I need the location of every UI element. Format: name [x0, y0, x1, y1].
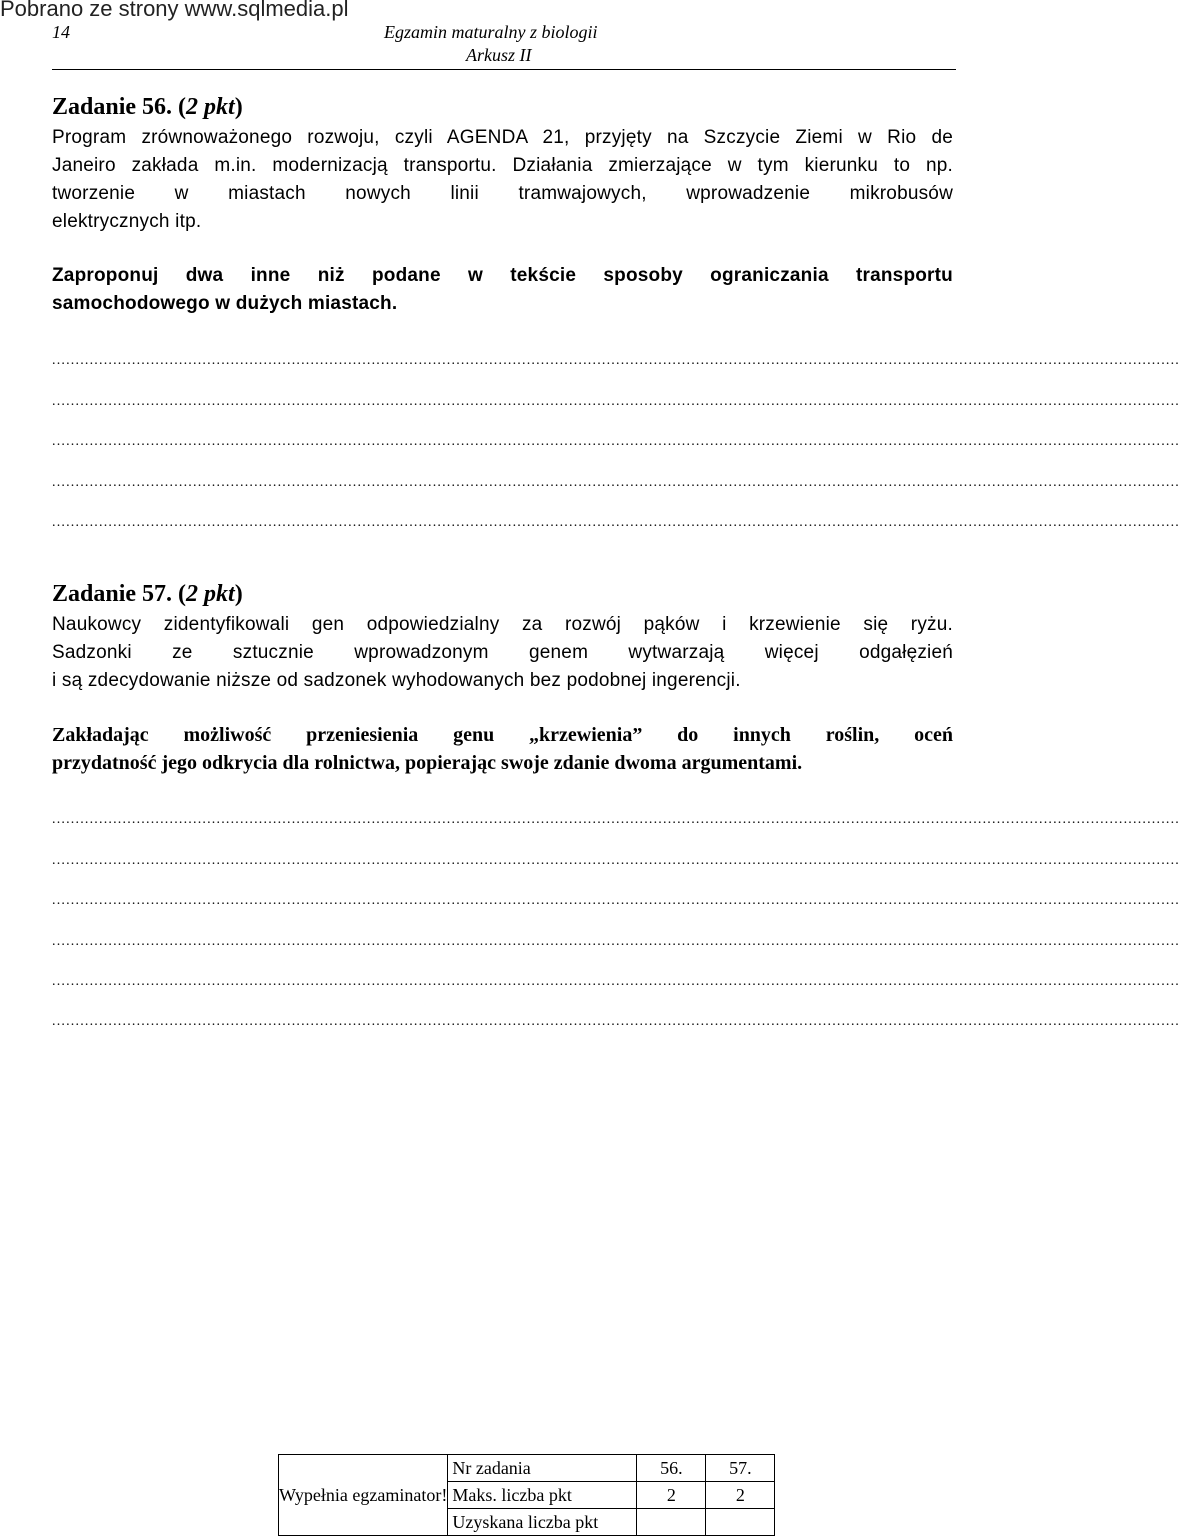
earned-points-label: Uzyskana liczba pkt — [448, 1509, 637, 1536]
task-56-instruction — [52, 262, 953, 318]
task-57-points: 2 pkt — [186, 581, 235, 607]
task-56-body-line: Program zrównoważonego rozwoju, czyli AGENDA 21, przyjęty na Szczycie Ziemi w Rio de — [52, 127, 953, 148]
score-table — [278, 1454, 775, 1536]
task-57-title: Zadanie 57. (2 pkt) — [52, 581, 243, 607]
task-56-body — [52, 124, 953, 236]
answer-line[interactable]: ................................................................................................................................................................................................................................................ — [52, 434, 1180, 449]
task-56-body-line: Janeiro zakłada m.in. modernizacją transportu. Działania zmierzające w tym kierunku to np. — [52, 155, 953, 176]
max-points-label: Maks. liczba pkt — [448, 1482, 637, 1509]
answer-line[interactable]: ................................................................................................................................................................................................................................................ — [52, 475, 1180, 490]
task-56-instruction-line: samochodowego w dużych miastach. — [52, 293, 398, 314]
answer-line[interactable]: ................................................................................................................................................................................................................................................ — [52, 934, 1180, 949]
task-56-body-line: elektrycznych itp. — [52, 211, 202, 232]
examiner-note: Wypełnia egzaminator! — [279, 1455, 448, 1536]
answer-line[interactable]: ................................................................................................................................................................................................................................................ — [52, 1014, 1180, 1029]
answer-line[interactable]: ................................................................................................................................................................................................................................................ — [52, 394, 1180, 409]
max-points-cell: 2 — [637, 1482, 706, 1509]
page-number: 14 — [52, 22, 70, 42]
task-57-instruction-line: przydatność jego odkrycia dla rolnictwa, popierając swoje zdanie dwoma argumentami. — [52, 752, 803, 774]
task-57-body-line: Sadzonki ze sztucznie wprowadzonym genem wytwarzają więcej odgałęzień — [52, 642, 953, 663]
answer-line[interactable]: ................................................................................................................................................................................................................................................ — [52, 515, 1180, 530]
task-57-body-line: Naukowcy zidentyfikowali gen odpowiedzialny za rozwój pąków i krzewienie się ryżu. — [52, 614, 953, 635]
task-number-label: Nr zadania — [448, 1455, 637, 1482]
task-56-title: Zadanie 56. (2 pkt) — [52, 94, 243, 120]
answer-line[interactable]: ................................................................................................................................................................................................................................................ — [52, 812, 1180, 827]
earned-points-cell[interactable] — [706, 1509, 775, 1536]
header-rule — [52, 69, 956, 70]
task-56-title-main: Zadanie 56. — [52, 94, 173, 120]
answer-line[interactable]: ................................................................................................................................................................................................................................................ — [52, 853, 1180, 868]
task-57-instruction — [52, 721, 953, 777]
task-number-cell: 57. — [706, 1455, 775, 1482]
answer-line[interactable]: ................................................................................................................................................................................................................................................ — [52, 893, 1180, 908]
task-56-instruction-line: Zaproponuj dwa inne niż podane w tekście sposoby ograniczania transportu — [52, 265, 953, 286]
task-57-body — [52, 611, 953, 695]
answer-line[interactable]: ................................................................................................................................................................................................................................................ — [52, 974, 1180, 989]
watermark: Pobrano ze strony www.sqlmedia.pl — [0, 0, 349, 21]
earned-points-cell[interactable] — [637, 1509, 706, 1536]
task-57-instruction-line: Zakładając możliwość przeniesienia genu „krzewienia” do innych roślin, oceń — [52, 724, 953, 746]
sheet-title: Arkusz II — [466, 45, 532, 65]
task-56-points: 2 pkt — [186, 94, 235, 120]
task-57-body-line: i są zdecydowanie niższe od sadzonek wyhodowanych bez podobnej ingerencji. — [52, 670, 741, 691]
exam-title: Egzamin maturalny z biologii — [384, 22, 598, 42]
answer-line[interactable]: ................................................................................................................................................................................................................................................ — [52, 353, 1180, 368]
task-56-body-line: tworzenie w miastach nowych linii tramwajowych, wprowadzenie mikrobusów — [52, 183, 953, 204]
max-points-cell: 2 — [706, 1482, 775, 1509]
task-57-title-main: Zadanie 57. — [52, 581, 173, 607]
task-number-cell: 56. — [637, 1455, 706, 1482]
